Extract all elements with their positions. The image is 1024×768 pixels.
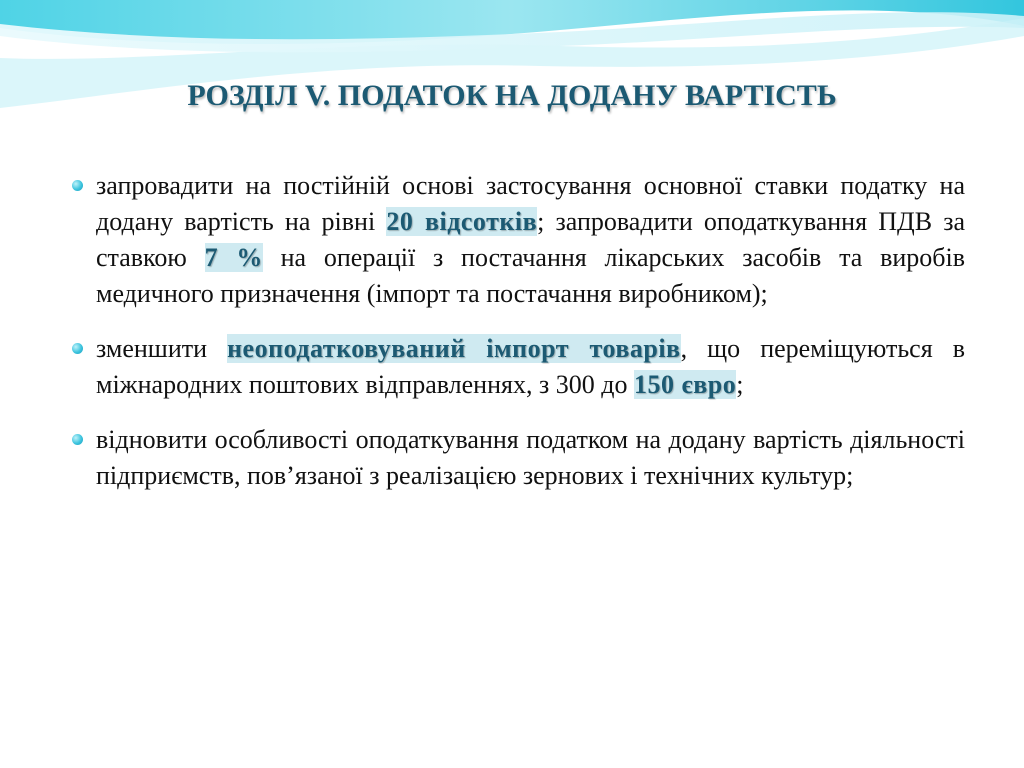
bullet-text: відновити особливості оподаткування податком на додану вартість діяльності підприємств, пов’язаної з реалізацією зернових і технічних культур; xyxy=(96,425,965,490)
highlighted-text: 7 % xyxy=(204,243,263,272)
highlighted-text: 20 відсотків xyxy=(386,207,538,236)
bullet-marker-icon xyxy=(72,180,83,191)
bullet-text: ; xyxy=(736,370,744,399)
bullet-text: ; запровадити оподаткування ПДВ за ставкою xyxy=(96,207,966,272)
highlighted-text: 150 євро xyxy=(633,370,737,399)
bullet-text: зменшити xyxy=(96,334,228,363)
bullet-item xyxy=(96,168,965,312)
highlighted-text: неоподатковуваний імпорт товарів xyxy=(227,334,681,363)
bullet-item xyxy=(96,422,965,494)
bullet-text: запровадити на постійній основі застосування основної ставки податку на додану вартість на рівні xyxy=(96,171,965,236)
bullet-list xyxy=(96,168,965,513)
bullet-text: , що переміщуються в міжнародних поштових відправленнях, з 300 до xyxy=(96,334,965,399)
bullet-marker-icon xyxy=(72,434,83,445)
slide-title: РОЗДІЛ V. ПОДАТОК НА ДОДАНУ ВАРТІСТЬ xyxy=(187,79,837,112)
bullet-item xyxy=(96,331,965,403)
bullet-marker-icon xyxy=(72,343,83,354)
bullet-text: на операції з постачання лікарських засобів та виробів медичного призначення (імпорт та постачання виробником); xyxy=(96,243,965,308)
